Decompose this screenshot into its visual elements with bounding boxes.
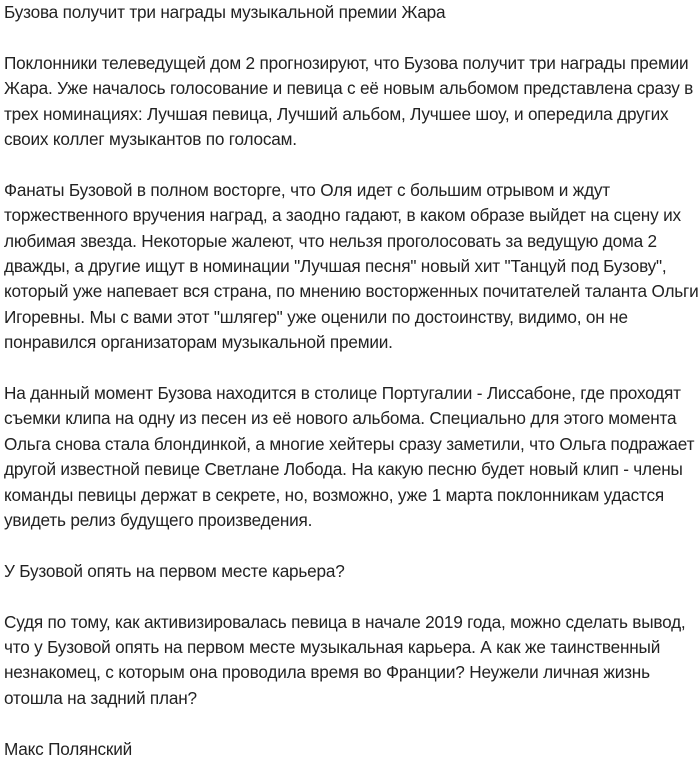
article-title: Бузова получит три награды музыкальной премии Жара bbox=[4, 2, 446, 22]
subheading: У Бузовой опять на первом месте карьера? bbox=[4, 560, 345, 581]
paragraph-career: Судя по тому, как активизировалась певица в начале 2019 года, можно сделать вывод, что у Бузовой опять на первом месте музыкальная карьера. А как же таинственный незнакомец, с которым она проводила время во Франции? Неужели личная жизнь отошла на задний план? bbox=[4, 611, 686, 708]
author-signature: Макс Полянский bbox=[4, 738, 133, 759]
paragraph-intro: Поклонники телеведущей дом 2 прогнозируют, что Бузова получит три награды премии Жара. Уже началось голосование и певица с её новым альбомом представлена сразу в трех номинациях: Лучшая певица, Лучший альбом, Лучшее шоу, и опередила других своих коллег музыкантов по голосам. bbox=[4, 52, 694, 150]
paragraph-fans: Фанаты Бузовой в полном восторге, что Оля идет с большим отрывом и ждут торжественного вручения наград, а заодно гадают, в каком образе выйдет на сцену их любимая звезда. Некоторые жалеют, что нельзя проголосовать за ведущую дома 2 дважды, а другие ищут в номинации "Лучшая песня" новый хит "Танцуй под Бузову", который уже напевает вся страна, по мнению восторженных почитателей таланта Ольги Игоревны. Мы с вами этот "шлягер" уже оценили по достоинству, видимо, он не понравился организаторам музыкальной премии. bbox=[4, 179, 699, 353]
paragraph-lisbon: На данный момент Бузова находится в столице Португалии - Лиссабоне, где проходят съемки клипа на одну из песен из её нового альбома. Специально для этого момента Ольга снова стала блондинкой, а многие хейтеры сразу заметили, что Ольга подражает другой известной певице Светлане Лобода. На какую песню будет новый клип - члены команды певицы держат в секрете, но, возможно, уже 1 марта поклонникам удастся увидеть релиз будущего произведения. bbox=[4, 383, 695, 531]
